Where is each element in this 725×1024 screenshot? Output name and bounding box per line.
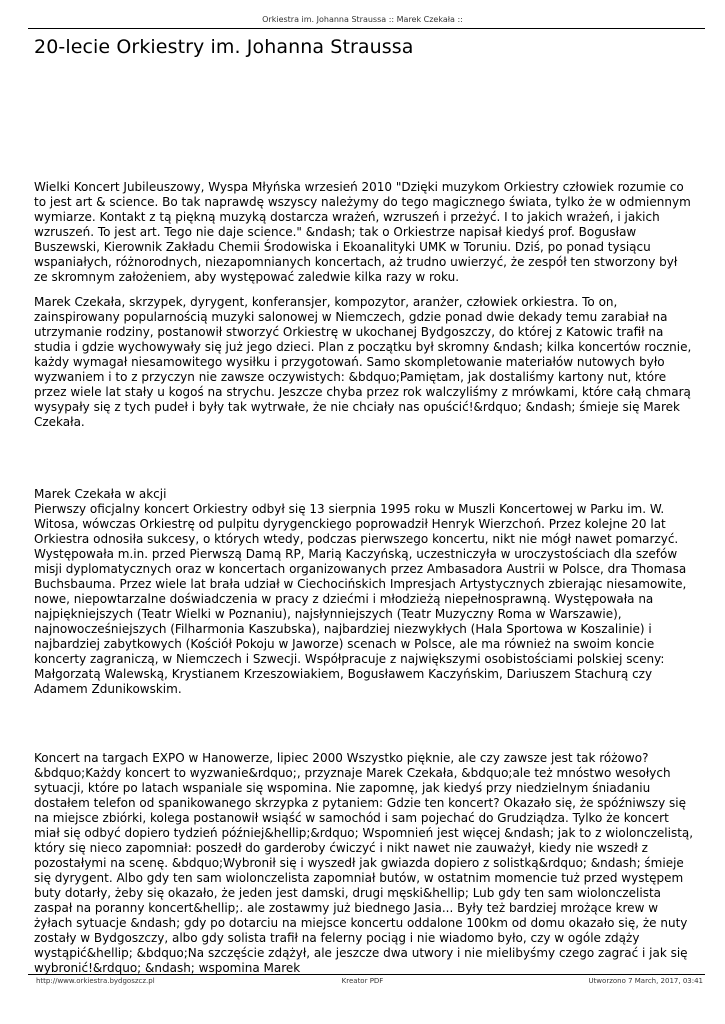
footer-created-date: Utworzono 7 March, 2017, 03:41 (588, 977, 703, 985)
page-title: 20-lecie Orkiestry im. Johanna Straussa (34, 36, 414, 58)
paragraph-jubilee-concert: Wielki Koncert Jubileuszowy, Wyspa Młyńska wrzesień 2010 "Dzięki muzykom Orkiestry człowiek rozumie co to jest art & science. Bo tak naprawdę wszyscy należymy do tego magicznego świata, tylko że w odmiennym wymiarze. Kontakt z tą piękną muzyką dostarcza wrażeń, wzruszeń i przeżyć. I to jakich wrażeń, i jakich wzruszeń. To jest art. Tego nie daje science." &ndash; tak o Orkiestrze napisał kiedyś prof. Bogusław Buszewski, Kierownik Zakładu Chemii Środowiska i Ekoanalityki UMK w Toruniu. Dziś, po ponad tysiącu wspaniałych, różnorodnych, niezapomnianych koncertach, aż trudno uwierzyć, że zespół ten stworzony był ze skromnym założeniem, aby występować zaledwie kilka razy w roku. (34, 180, 691, 284)
footer-url: http://www.orkiestra.bydgoszcz.pl (36, 977, 155, 985)
running-header: Orkiestra im. Johanna Straussa :: Marek Czekała :: (262, 15, 463, 24)
footer-divider (28, 974, 705, 975)
header-divider (28, 28, 705, 29)
footer-generator: Kreator PDF (341, 977, 384, 985)
paragraph-first-concert: Pierwszy oficjalny koncert Orkiestry odbył się 13 sierpnia 1995 roku w Muszli Koncertowej w Parku im. W. Witosa, wówczas Orkiestrę od pulpitu dyrygenckiego poprowadził Henryk Wierzchoń. Przez kolejne 20 lat Orkiestra odnosiła sukcesy, o których wtedy, podczas pierwszego koncertu, nikt nie mógł nawet pomarzyć. Występowała m.in. przed Pierwszą Damą RP, Marią Kaczyńską, uczestniczyła w uroczystościach dla szefów misji dyplomatycznych oraz w koncertach organizowanych przez Ambasadora Austrii w Polsce, dra Thomasa Buchsbauma. Przez wiele lat brała udział w Ciechocińskich Impresjach Artystycznych zbierając niesamowite, nowe, niepowtarzalne doświadczenia w pracy z dziećmi i młodzieżą niepełnosprawną. Występowała na najpiękniejszych (Teatr Wielki w Poznaniu), najsłynniejszych (Teatr Muzyczny Roma w Warszawie), najnowocześniejszych (Filharmonia Kaszubska), najbardziej niezwykłych (Hala Sportowa w Koszalinie) i najbardziej zabytkowych (Kościół Pokoju w Jaworze) scenach w Polsce, ale ma również na swoim koncie koncerty zagraniczą, w Niemczech i Szwecji. Współpracuje z największymi osobistościami polskiej sceny: Małgorzatą Walewską, Krystianem Krzeszowiakiem, Bogusławem Kaczyńskim, Dariuszem Stachurą czy Adamem Zdunikowskim. (34, 502, 687, 696)
paragraph-marek-czekala: Marek Czekała, skrzypek, dyrygent, konferansjer, kompozytor, aranżer, człowiek orkiestra. To on, zainspirowany popularnością muzyki salonowej w Niemczech, gdzie ponad dwie dekady temu zarabiał na utrzymanie rodziny, postanowił stworzyć Orkiestrę w ukochanej Bydgoszczy, do której z Katowic trafił na studia i gdzie wychowywały się już jego dzieci. Plan z początku był skromny &ndash; kilka koncertów rocznie, każdy wymagał niesamowitego wysiłku i przygotowań. Samo skompletowanie materiałów nutowych było wyzwaniem i to z przyczyn nie zawsze oczywistych: &bdquo;Pamiętam, jak dostaliśmy kartony nut, które przez wiele lat stały u kogoś na strychu. Jeszcze chyba przez rok walczyliśmy z mrówkami, które całą chmarą wysypały się z tych pudeł i były tak wytrwałe, że nie chciały nas opuścić!&rdquo; &ndash; śmieje się Marek Czekała. (34, 295, 692, 429)
paragraph-expo-hanover: Koncert na targach EXPO w Hanowerze, lipiec 2000 Wszystko pięknie, ale czy zawsze jest tak różowo? &bdquo;Każdy koncert to wyzwanie&rdquo;, przyznaje Marek Czekała, &bdquo;ale też mnóstwo wesołych sytuacji, które po latach wspaniale się wspomina. Nie zapomnę, jak kiedyś przy niedzielnym śniadaniu dostałem telefon od spanikowanego skrzypka z pytaniem: Gdzie ten koncert? Okazało się, że spóźniwszy się na miejsce zbiórki, kolega postanowił wsiąść w samochód i sam pojechać do Grudziądza. Tylko że koncert miał się odbyć dopiero tydzień później&hellip;&rdquo; Wspomnień jest więcej &ndash; jak to z wiolonczelistą, który się nieco zapomniał: poszedł do garderoby ćwiczyć i nikt nawet nie zauważył, kiedy nie wszedł z pozostałymi na scenę. &bdquo;Wybronił się i wyszedł jak gwiazda dopiero z solistką&rdquo; &ndash; śmieje się dyrygent. Albo gdy ten sam wiolonczelista zapomniał butów, w ostatnim momencie tuż przed występem buty dotarły, żeby się okazało, że jeden jest damski, drugi męski&hellip; Lub gdy ten sam wiolonczelista zaspał na poranny koncert&hellip;. ale zostawmy już biednego Jasia... Były też bardziej mrożące krew w żyłach sytuacje &ndash; gdy po dotarciu na miejsce koncertu oddalone 100km od domu okazało się, że nuty zostały w Bydgoszczy, albo gdy solista trafił na felerny pociąg i nie wiadomo było, czy w ogóle zdąży wystąpić&hellip; &bdquo;Na szczęście zdążył, ale jeszcze dwa utwory i nie mielibyśmy czego zagrać i jak się wybronić!&rdquo; &ndash; wspomina Marek (34, 751, 694, 975)
image-caption: Marek Czekała w akcji (34, 487, 167, 501)
